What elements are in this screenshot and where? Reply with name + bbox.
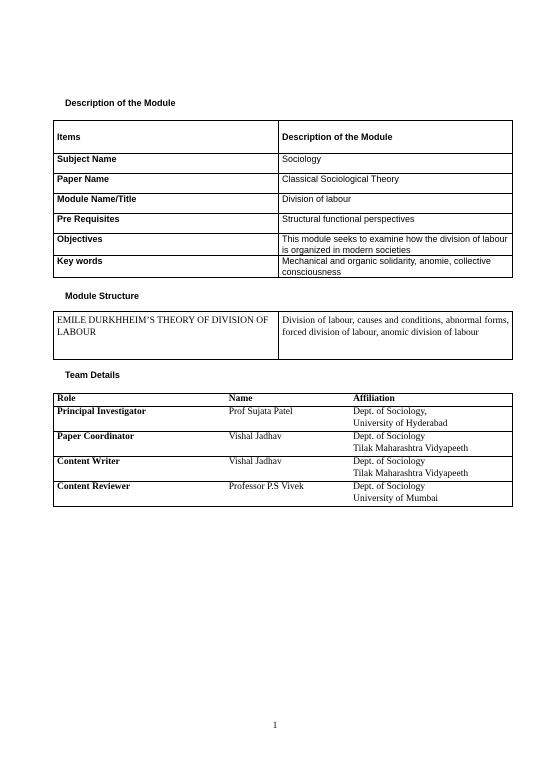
affiliation-line: Tilak Maharashtra Vidyapeeth: [353, 468, 469, 479]
page-number: 1: [272, 720, 278, 730]
affiliation: [350, 457, 512, 482]
affiliation-line: Tilak Maharashtra Vidyapeeth: [353, 443, 469, 454]
header-name: Name: [226, 394, 350, 407]
description-heading: Description of the Module: [65, 98, 176, 108]
role: Content Reviewer: [54, 482, 226, 507]
table-row: [54, 154, 513, 174]
name: Professor P.S Vivek: [226, 482, 350, 507]
name: Vishal Jadhav: [226, 457, 350, 482]
structure-topics: Division of labour, causes and conditions, abnormal forms, forced division of labour, anomic division of labour: [279, 312, 513, 360]
item-value: This module seeks to examine how the division of labour is organized in modern societies: [278, 234, 512, 256]
affiliation-line: University of Hyderabad: [353, 418, 448, 429]
table-row: [54, 482, 513, 507]
team-details-table: [53, 393, 513, 507]
item-value: Structural functional perspectives: [278, 214, 512, 234]
item-label: Objectives: [54, 234, 279, 256]
affiliation-line: Dept. of Sociology,: [353, 407, 427, 417]
table-row: [54, 234, 513, 256]
table-row: [54, 194, 513, 214]
role: Paper Coordinator: [54, 432, 226, 457]
item-label: Key words: [54, 256, 279, 278]
item-value: Sociology: [278, 154, 512, 174]
affiliation: [350, 482, 512, 507]
item-value: Mechanical and organic solidarity, anomie, collective consciousness: [278, 256, 512, 278]
description-table-header: [54, 121, 513, 154]
affiliation-line: Dept. of Sociology: [353, 482, 426, 492]
team-heading: Team Details: [65, 370, 120, 380]
role: Content Writer: [54, 457, 226, 482]
table-row: [54, 174, 513, 194]
table-row: [54, 457, 513, 482]
table-row: [54, 214, 513, 234]
name: Prof Sujata Patel: [226, 407, 350, 432]
name: Vishal Jadhav: [226, 432, 350, 457]
item-label: Pre Requisites: [54, 214, 279, 234]
role: Principal Investigator: [54, 407, 226, 432]
header-description: Description of the Module: [278, 121, 512, 154]
table-row: [54, 312, 513, 360]
table-row: [54, 432, 513, 457]
affiliation-line: University of Mumbai: [353, 493, 439, 504]
item-value: Division of labour: [278, 194, 512, 214]
affiliation: [350, 432, 512, 457]
module-structure-table: [53, 311, 513, 360]
team-table-header: [54, 394, 513, 407]
affiliation-line: Dept. of Sociology: [353, 457, 426, 467]
affiliation-line: Dept. of Sociology: [353, 432, 426, 442]
item-label: Module Name/Title: [54, 194, 279, 214]
structure-title: EMILE DURKHHEIM’S THEORY OF DIVISION OF LABOUR: [54, 312, 279, 360]
header-affiliation: Affiliation: [350, 394, 512, 407]
item-label: Subject Name: [54, 154, 279, 174]
table-row: [54, 407, 513, 432]
affiliation: [350, 407, 512, 432]
header-items: Items: [54, 121, 279, 154]
item-label: Paper Name: [54, 174, 279, 194]
structure-heading: Module Structure: [65, 291, 140, 301]
item-value: Classical Sociological Theory: [278, 174, 512, 194]
table-row: [54, 256, 513, 278]
header-role: Role: [54, 394, 226, 407]
description-table: [53, 120, 513, 278]
